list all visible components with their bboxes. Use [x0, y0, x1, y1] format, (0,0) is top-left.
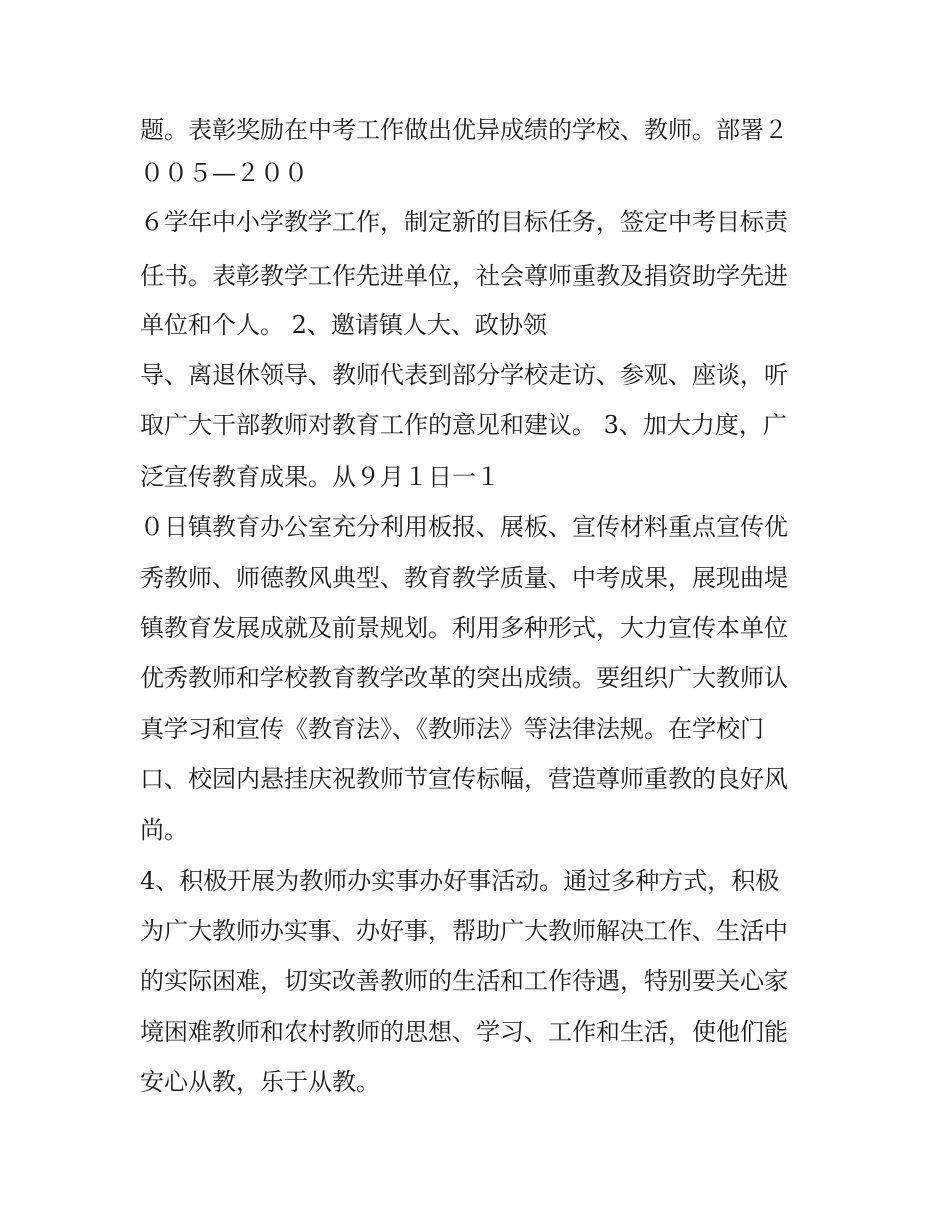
text-line: 口、校园内悬挂庆祝教师节宣传标幅，营造尊师重教的良好风	[140, 765, 788, 793]
text-line: 泛宣传教育成果。从９月１日一１	[140, 463, 500, 491]
text-line: 单位和个人。 2、邀请镇人大、政协领	[140, 311, 547, 339]
text-line: 安心从教，乐于从教。	[140, 1068, 380, 1096]
text-line: 的实际困难，切实改善教师的生活和工作待遇，特别要关心家	[140, 967, 788, 995]
text-line: 取广大干部教师对教育工作的意见和建议。 3、加大力度，广	[140, 411, 787, 439]
text-line: 导、离退休领导、教师代表到部分学校走访、参观、座谈，听	[140, 361, 788, 389]
text-line: 题。表彰奖励在中考工作做出优异成绩的学校、教师。部署２	[140, 116, 788, 144]
text-line: ０日镇教育办公室充分利用板报、展板、宣传材料重点宣传优	[140, 513, 788, 541]
text-line: 秀教师、师德教风典型、教育教学质量、中考成果，展现曲堤	[140, 564, 788, 592]
text-line: 任书。表彰教学工作先进单位，社会尊师重教及捐资助学先进	[140, 262, 788, 290]
text-line: ００５—２００	[140, 159, 308, 187]
text-line: 优秀教师和学校教育教学改革的突出成绩。要组织广大教师认	[140, 664, 788, 692]
text-line: ６学年中小学教学工作，制定新的目标任务，签定中考目标责	[140, 208, 788, 236]
text-line: 为广大教师办实事、办好事，帮助广大教师解决工作、生活中	[140, 917, 788, 945]
text-line: 真学习和宣传《教育法》、《教师法》等法律法规。在学校门	[140, 715, 764, 743]
text-line: 境困难教师和农村教师的思想、学习、工作和生活，使他们能	[140, 1018, 788, 1046]
text-line: 尚。	[140, 816, 188, 844]
text-line: 镇教育发展成就及前景规划。利用多种形式，大力宣传本单位	[140, 614, 788, 642]
text-line: 4、积极开展为教师办实事办好事活动。通过多种方式，积极	[140, 867, 780, 895]
